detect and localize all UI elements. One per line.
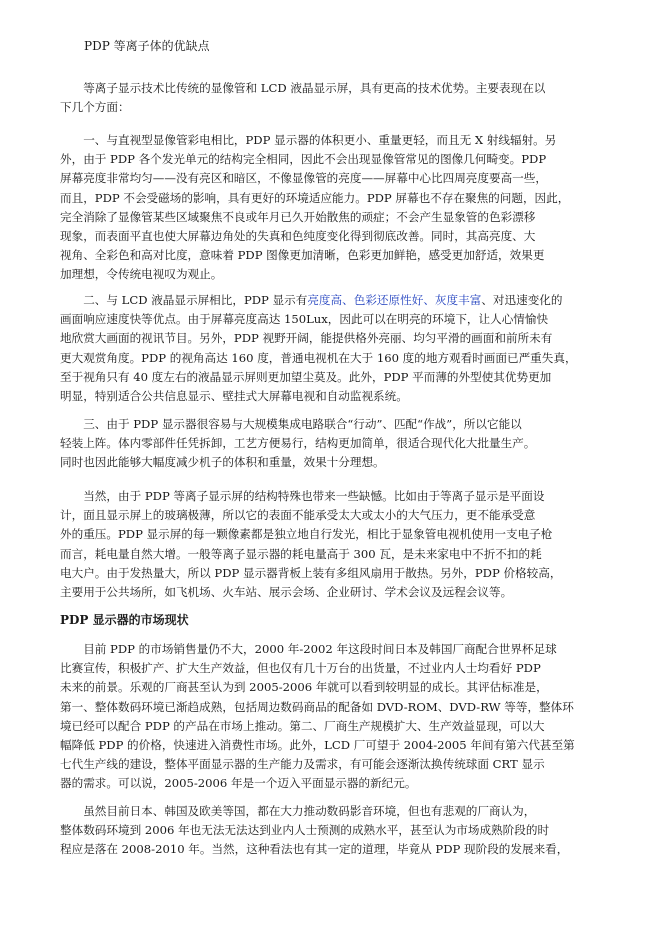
text-line: 至于视角只有 40 度左右的液晶显示屏则更加望尘莫及。此外，PDP 平而薄的外型使其优势更加 [60, 369, 552, 384]
text-segment: 、对迅速变化的 [481, 293, 563, 307]
text-line: 而且，PDP 不会受磁场的影响，具有更好的环境适应能力。PDP 屏幕也不存在聚焦的问题，因此， [60, 190, 570, 205]
text-line: 更大观赏角度。PDP 的视角高达 160 度，普通电视机在大于 160 度的地方观看时画面已严重失真， [60, 350, 577, 365]
text-line: 外的重压。PDP 显示屏的每一颗像素都是独立地自行发光，相比于显象管电视机使用一支电子枪 [60, 527, 553, 542]
text-line: 七代生产线的建设，整体平面显示器的生产能力及需求，有可能会逐渐汰换传统球面 CRT 显示 [60, 757, 545, 772]
link-color-reproduction[interactable]: 色彩还原性好 [353, 293, 424, 307]
point-three-paragraph [60, 415, 605, 473]
text-line: 幅降低 PDP 的价格，快速进入消费性市场。此外，LCD 厂可望于 2004-2005 年间有第六代甚至第 [60, 738, 575, 753]
section-title-market-status: PDP 显示器的市场现状 [60, 613, 189, 627]
text-line: 目前 PDP 的市场销售量仍不大，2000 年-2002 年这段时间日本及韩国厂商配合世界杯足球 [60, 642, 557, 656]
text-line: 第一、整体数码环境已渐趋成熟，包括周边数码商品的配备如 DVD-ROM、DVD-RW 等等，整体环 [60, 699, 574, 714]
market-paragraph-one [60, 640, 605, 794]
text-line: 加理想，令传统电视叹为观止。 [60, 267, 223, 282]
section-title-pros-cons: PDP 等离子体的优缺点 [84, 39, 210, 53]
link-separator: 、 [342, 293, 354, 307]
link-separator: 、 [423, 293, 435, 307]
text-line: 境已经可以配合 PDP 的产品在市场上推动。第二、厂商生产规模扩大、生产效益显现，可以大 [60, 718, 545, 733]
drawbacks-paragraph [60, 487, 605, 602]
text-line [60, 291, 605, 310]
text-line: 计，面且显示屏上的玻璃极薄，所以它的表面不能承受太大或太小的大气压力，更不能承受意 [60, 508, 536, 523]
text-line: 下几个方面： [60, 100, 130, 115]
link-grayscale[interactable]: 灰度丰富 [434, 293, 482, 307]
text-line: 明显，特别适合公共信息显示、壁挂式大屏幕电视和自动监视系统。 [60, 389, 408, 404]
link-brightness[interactable]: 亮度高 [307, 293, 343, 307]
text-line: 而言，耗电量自然大增。一般等离子显示器的耗电量高于 300 瓦，是未来家电中不折不扣的耗 [60, 546, 542, 561]
text-line: 比赛宣传，积极扩产、扩大生产效益，但也仅有几十万台的出货量，不过业内人士均看好 PDP [60, 661, 541, 676]
text-line: 地欣赏大画面的视讯节目。另外，PDP 视野开阔，能提供格外亮丽、均匀平滑的画面和前所未有 [60, 331, 553, 346]
market-paragraph-two [60, 802, 605, 860]
text-line: 主要用于公共场所，如飞机场、火车站、展示会场、企业研讨、学术会议及远程会议等。 [60, 585, 513, 600]
text-line: 外，由于 PDP 各个发光单元的结构完全相同，因此不会出现显像管常见的图像几何畸变。PDP [60, 152, 547, 167]
text-line: 未来的前景。乐观的厂商甚至认为到 2005-2006 年就可以看到较明显的成长。其评估标准是， [60, 680, 548, 695]
text-line: 同时也因此能够大幅度减少机子的体积和重量，效果十分理想。 [60, 455, 385, 470]
text-segment: 二、与 LCD 液晶显示屏相比，PDP 显示有 [60, 293, 308, 307]
point-one-paragraph [60, 131, 605, 285]
text-line: 程应是落在 2008-2010 年。当然，这种看法也有其一定的道理，毕竟从 PDP 现阶段的发展来看， [60, 842, 569, 857]
text-line: 电大户。由于发热量大，所以 PDP 显示器背板上装有多组风扇用于散热。另外，PDP 价格较高， [60, 565, 562, 580]
intro-paragraph [60, 79, 605, 117]
text-line: 屏幕亮度非常均匀——没有亮区和暗区，不像显像管的亮度——屏幕中心比四周亮度要高一些， [60, 171, 547, 186]
text-line: 完全消除了显像管某些区域聚焦不良或年月已久开始散焦的顽症；不会产生显象管的色彩漂移 [60, 209, 536, 224]
point-two-paragraph [60, 291, 605, 406]
text-line: 画面响应速度快等优点。由于屏幕亮度高达 150Lux，因此可以在明亮的环境下，让人心情愉快 [60, 312, 549, 327]
text-line: 器的需求。可以说，2005-2006 年是一个迈入平面显示器的新纪元。 [60, 776, 417, 791]
text-line: 现象，而表面平直也使大屏幕边角处的失真和色纯度变化得到彻底改善。同时，其高亮度、大 [60, 229, 536, 244]
text-line: 一、与直视型显像管彩电相比，PDP 显示器的体积更小、重量更轻，而且无 X 射线辐射。另 [60, 133, 557, 147]
text-line: 等离子显示技术比传统的显像管和 LCD 液晶显示屏，具有更高的技术优势。主要表现在以 [60, 81, 546, 95]
text-line: 整体数码环境到 2006 年也无法无法达到业内人士预测的成熟水平，甚至认为市场成熟阶段的时 [60, 823, 550, 838]
text-line: 当然，由于 PDP 等离子显示屏的结构特殊也带来一些缺憾。比如由于等离子显示是平面设 [60, 489, 545, 503]
text-line: 三、由于 PDP 显示器很容易与大规模集成电路联合“行动”、匹配“作战”，所以它能以 [60, 417, 522, 431]
text-line: 视角、全彩色和高对比度，意味着 PDP 图像更加清晰，色彩更加鲜艳，感受更加舒适，效果更 [60, 248, 545, 263]
text-line: 虽然目前日本、韩国及欧美等国，都在大力推动数码影音环境，但也有悲观的厂商认为， [60, 804, 536, 818]
text-line: 轻装上阵。体内零部件任凭拆卸，工艺方便易行，结构更加简单，很适合现代化大批量生产。 [60, 436, 536, 451]
